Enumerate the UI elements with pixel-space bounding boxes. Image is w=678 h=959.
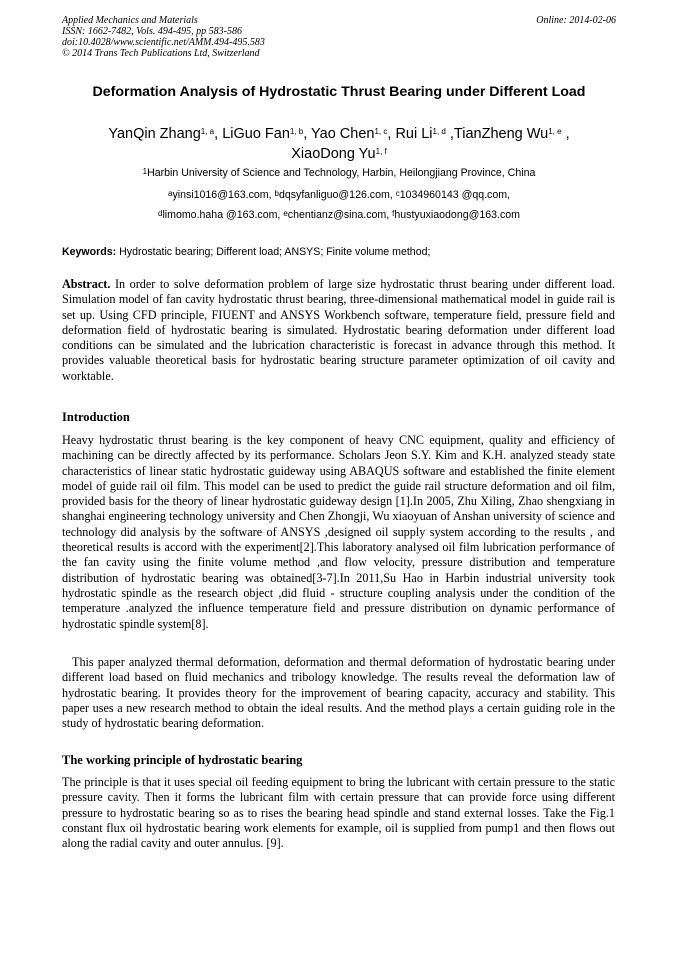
keywords-text: Hydrostatic bearing; Different load; ANSYS; Finite volume method; [119, 246, 431, 258]
doi-line: doi:10.4028/www.scientific.net/AMM.494-495.583 [62, 37, 265, 48]
author: Yao Chen$^{1, c}$, [311, 126, 396, 142]
author-list [60, 124, 618, 164]
section-heading-working-principle: The working principle of hydrostatic bearing [62, 753, 303, 767]
author: YanQin Zhang$^{1, a}$, [108, 126, 223, 142]
email: yinsi1016@163.com, [172, 189, 275, 201]
abstract-text: In order to solve deformation problem of large size hydrostatic thrust bearing under different load. Simulation model of fan cavity hydrostatic thrust bearing, three-dimensional mathematical model in guide rail is set up. Using CFD principle, FIUENT and ANSYS Workbench software, temperature field, pressure field and deformation field of hydrostatic bearing is simulated. Hydrostatic bearing deformation under different load conditions can be simulated and the lubrication characteristic is forecast in advance through this method. It provides valuable theoretical basis for hydrostatic bearing structure parameter optimization of oil cavity and worktable. [62, 277, 615, 383]
issn-line: ISSN: 1662-7482, Vols. 494-495, pp 583-586 [62, 26, 242, 37]
copyright-line: © 2014 Trans Tech Publications Ltd, Switzerland [62, 48, 260, 59]
email: hustyuxiaodong@163.com [394, 209, 520, 221]
email: limomo.haha @163.com, [162, 209, 284, 221]
online-date: Online: 2014-02-06 [536, 15, 616, 26]
journal-header [62, 15, 265, 59]
email: 1034960143 @qq.com, [399, 189, 511, 201]
author: XiaoDong Yu$^{1, f}$ [291, 146, 387, 162]
author: TianZheng Wu$^{1, e}$ , [453, 126, 570, 142]
author: LiGuo Fan$^{1, b}$, [222, 126, 312, 142]
email: dqsyfanliguo@126.com, [278, 189, 396, 201]
author: Rui Li$^{1, d}$ , [395, 126, 454, 142]
keywords [62, 246, 618, 259]
journal-name: Applied Mechanics and Materials [62, 15, 198, 26]
principle-paragraph-1: The principle is that it uses special oil feeding equipment to bring the lubricant with certain pressure to the static pressure cavity. Then it forms the lubricant film with certain pressure that can provide force using different pressure to hydrostatic bearing so as to rises the bearing head spindle and stand external losses. Take the Fig.1 constant flux oil hydrostatic bearing work elements for example, oil is supplied from pump1 and then flows out along the radial cavity and outer annulus. [9]. [62, 775, 615, 851]
email: chentianz@sina.com, [287, 209, 393, 221]
keywords-label: Keywords: [62, 246, 117, 258]
abstract [62, 277, 615, 384]
introduction-paragraph-1: Heavy hydrostatic thrust bearing is the key component of heavy CNC equipment, quality and efficiency of machining can be directly affected by its performance. Scholars Jeon S.Y. Kim and K.H. analyzed steady state characteristics of linear static hydrostatic guideway using ABAQUS software and established the finite element model of guide rail oil film. This model can be used to predict the guide rail structure deformation and oil film, provided basis for the theory of linear hydrostatic guideway design [1].In 2005, Zhu Xiling, Zhao shengxiang in shanghai engineering technology university and Chen Zhongji, Wu xiaoyuan of Anshan university of science and technology did analysis by the software of ANSYS ,designed oil supply system according to the results , and theoretical results is accord with the experiment[2].This laboratory analysed oil film lubrication performance of the fan cavity using the finite volume method ,and flow velocity, pressure distribution and temperature distribution of hydrostatic bearing was obtained[3-7].In 2011,Su Hao in Harbin industrial university took hydrostatic spindle as the research object ,did fluid - structure coupling analysis under the condition of the temperature .analyzed the influence temperature field and pressure distribution on dynamic performance of hydrostatic spindle system[8]. [62, 433, 615, 631]
email-line-1: $^a$yinsi1016@163.com, $^b$dqsyfanliguo@126.com, $^c$1034960143 @qq.com, [167, 189, 511, 201]
section-heading-introduction: Introduction [62, 410, 130, 424]
abstract-label: Abstract. [62, 277, 111, 291]
email-line-2: $^d$limomo.haha @163.com, $^e$chentianz@sina.com, $^f$hustyuxiaodong@163.com [157, 209, 520, 221]
affiliation: $^1$Harbin University of Science and Technology, Harbin, Heilongjiang Province, China [142, 167, 536, 179]
paper-title: Deformation Analysis of Hydrostatic Thrust Bearing under Different Load [92, 84, 586, 100]
introduction-paragraph-2: This paper analyzed thermal deformation, deformation and thermal deformation of hydrostatic bearing under different load based on fluid mechanics and tribology knowledge. The results reveal the deformation law of hydrostatic bearing. It provides theory for the improvement of bearing capacity, accuracy and stability. This paper uses a new research method to obtain the ideal results. And the method plays a certain guiding role in the study of hydrostatic bearing deformation. [62, 655, 615, 731]
